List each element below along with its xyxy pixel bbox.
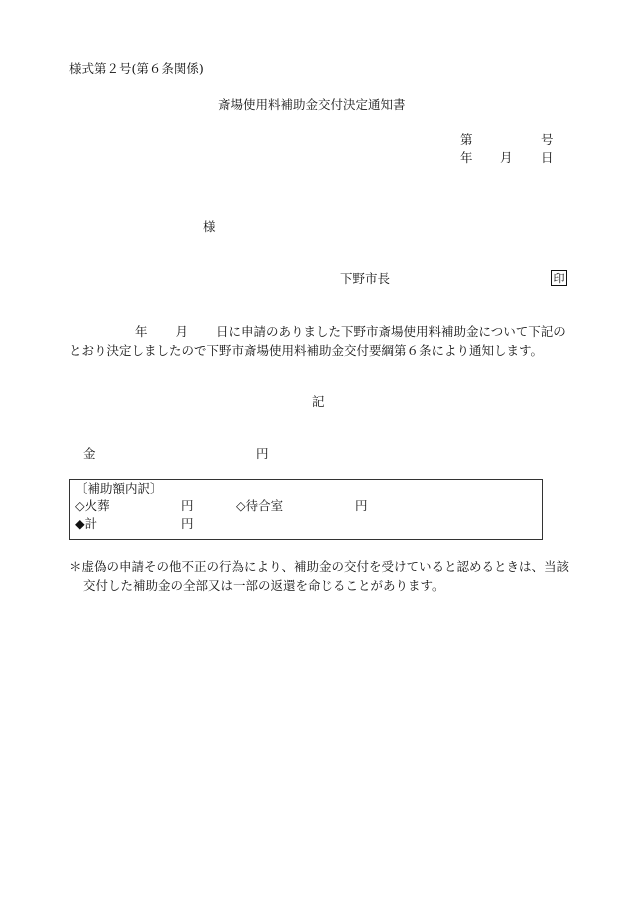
body-date-day: 日 (216, 324, 229, 339)
total-unit: 円 (181, 516, 194, 531)
waiting-room-unit: 円 (355, 498, 368, 513)
document-title: 斎場使用料補助金交付決定通知書 (218, 97, 406, 112)
body-date-month: 月 (175, 324, 189, 339)
refund-notice: ＊虚偽の申請その他不正の行為により、補助金の交付を受けていると認めるときは、当該交付した補助金の全部又は一部の返還を命じることがあります。 (69, 559, 570, 593)
issue-year-label: 年 (460, 150, 473, 165)
issue-number-prefix: 第 (460, 132, 473, 147)
breakdown-heading: 〔補助額内訳〕 (75, 481, 163, 496)
issue-number-suffix: 号 (541, 132, 554, 147)
total-label: ◆計 (75, 516, 98, 531)
record-heading: 記 (312, 394, 325, 409)
waiting-room-label: ◇待合室 (236, 498, 284, 513)
body-date-year: 年 (135, 324, 148, 339)
notification-body (69, 323, 569, 360)
seal-stamp-box: 印 (551, 270, 567, 286)
issuer-name: 下野市長 (340, 271, 391, 286)
form-number-label: 様式第２号(第６条関係) (69, 61, 204, 76)
issue-month-label: 月 (500, 150, 513, 165)
cremation-label: ◇火葬 (75, 498, 110, 513)
addressee-honorific: 様 (203, 219, 216, 234)
body-text: に申請のありました下野市斎場使用料補助金について下記のとおり決定しましたので下野市斎場使用料補助金交付要綱第６条により通知します。 (69, 324, 566, 358)
amount-unit: 円 (256, 446, 269, 461)
amount-label: 金 (83, 446, 96, 461)
issue-day-label: 日 (541, 150, 554, 165)
cremation-unit: 円 (181, 498, 194, 513)
